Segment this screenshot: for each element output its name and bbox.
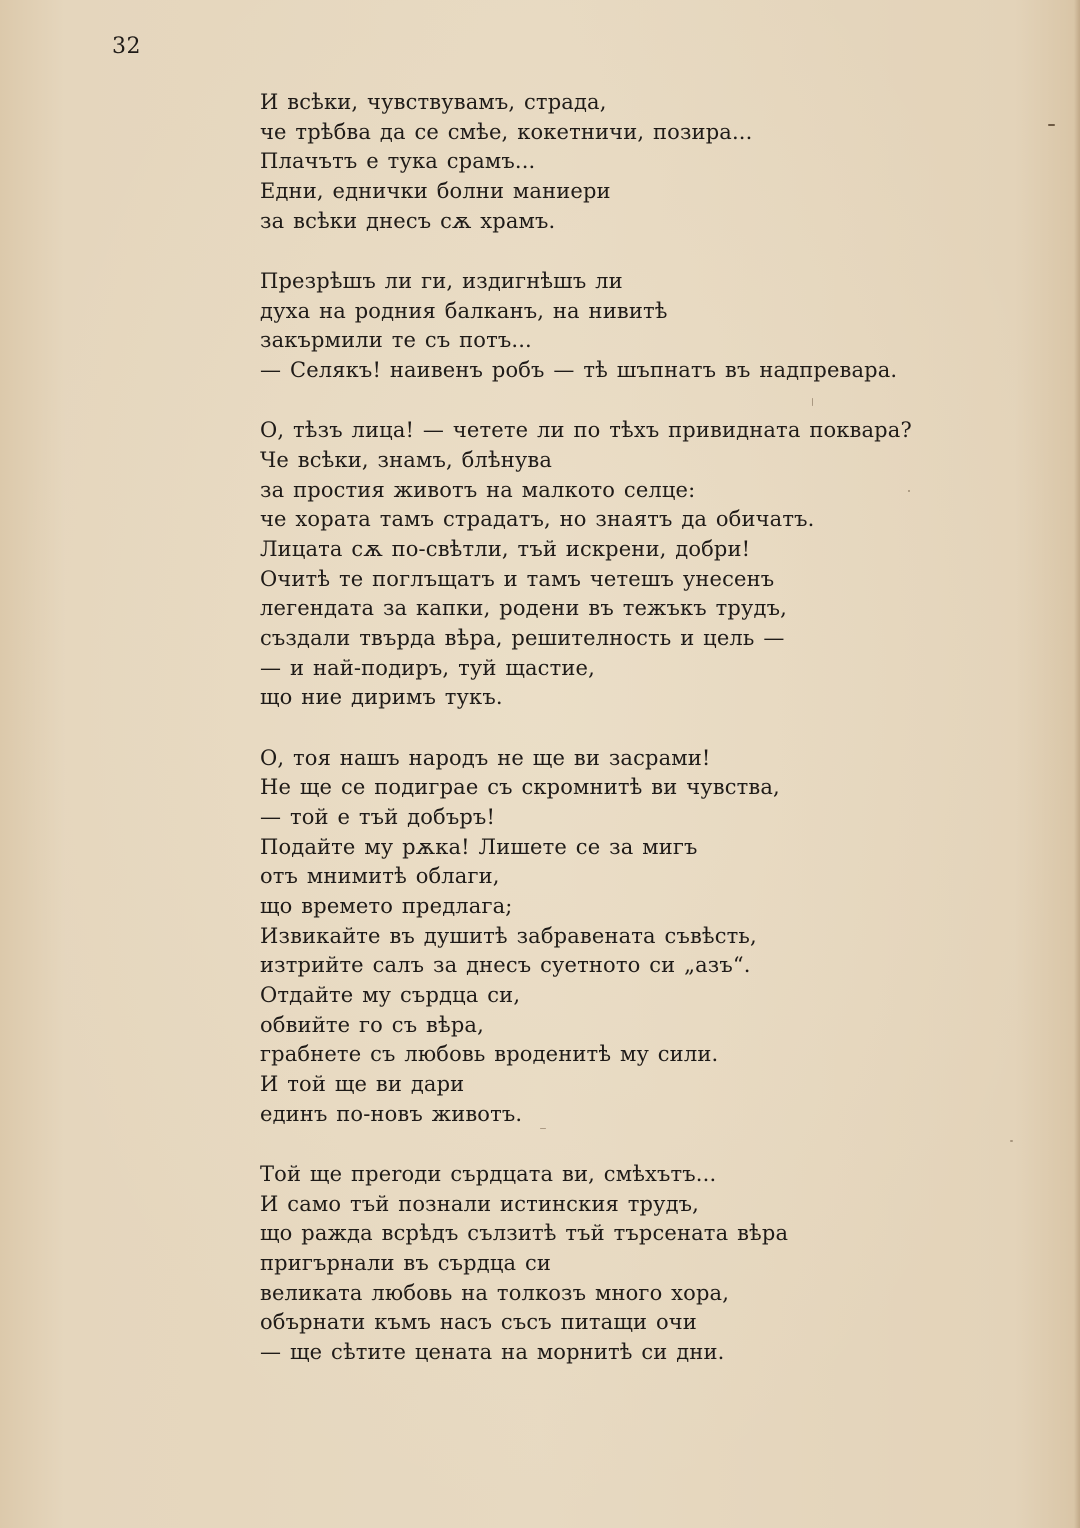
poem-line: Извикайте въ душитѣ забравената съвѣсть, bbox=[260, 923, 757, 948]
poem-line: Презрѣшъ ли ги, издигнѣшъ ли bbox=[260, 268, 623, 293]
stanza bbox=[260, 416, 980, 713]
poem-line: що ние диримъ тукъ. bbox=[260, 685, 503, 710]
poem-line: Плачътъ е тука срамъ... bbox=[260, 149, 536, 174]
poem-line: Очитѣ те поглъщатъ и тамъ четешъ унесенъ bbox=[260, 566, 775, 591]
paper-speck bbox=[908, 490, 910, 492]
paper-speck bbox=[1048, 124, 1055, 126]
poem-line: великата любовь на толкозъ много хора, bbox=[260, 1280, 730, 1305]
page-number: 32 bbox=[112, 34, 141, 59]
poem-line: И всѣки, чувствувамъ, страда, bbox=[260, 90, 607, 114]
poem bbox=[260, 88, 980, 1398]
poem-line: отъ мнимитѣ облаги, bbox=[260, 864, 500, 889]
paper-speck bbox=[1010, 1140, 1013, 1142]
poem-line: Едни, еднички болни маниери bbox=[260, 179, 611, 204]
stanza bbox=[260, 88, 980, 236]
poem-line: — и най-подиръ, туй щастие, bbox=[260, 655, 595, 680]
poem-line: създали твърда вѣра, решителность и цель — bbox=[260, 626, 785, 650]
poem-line: обвийте го съ вѣра, bbox=[260, 1012, 484, 1037]
stanza bbox=[260, 744, 980, 1130]
poem-line: Че всѣки, знамъ, блѣнува bbox=[260, 447, 553, 472]
stanza bbox=[260, 1160, 980, 1368]
poem-line: изтрийте салъ за днесъ суетното си „азъ“. bbox=[260, 953, 751, 978]
poem-line: че трѣбва да се смѣе, кокетничи, позира... bbox=[260, 119, 753, 144]
poem-line: И само тъй познали истинския трудъ, bbox=[260, 1191, 700, 1216]
poem-line: Лицата сѫ по-свѣтли, тъй искрени, добри! bbox=[260, 536, 751, 561]
poem-line: че хората тамъ страдатъ, но знаятъ да обичатъ. bbox=[260, 507, 815, 532]
poem-line: що времето предлага; bbox=[260, 894, 513, 918]
stanza bbox=[260, 267, 980, 386]
poem-line: за простия животъ на малкото селце: bbox=[260, 477, 696, 502]
poem-line: обърнати къмъ насъ съсъ питащи очи bbox=[260, 1310, 697, 1335]
poem-line: — той е тъй добъръ! bbox=[260, 804, 496, 829]
poem-line: Не ще се подиграе съ скромнитѣ ви чувства, bbox=[260, 775, 780, 800]
page-edge-shadow bbox=[1074, 0, 1080, 1528]
paper-speck bbox=[812, 398, 813, 406]
paper-speck bbox=[540, 1128, 546, 1129]
poem-line: О, тоя нашъ народъ не ще ви засрами! bbox=[260, 745, 711, 770]
poem-line: духа на родния балканъ, на нивитѣ bbox=[260, 298, 668, 323]
poem-line: грабнете съ любовь вроденитѣ му сили. bbox=[260, 1042, 719, 1067]
poem-line: — Селякъ! наивенъ робъ — тѣ шъпнатъ въ надпревара. bbox=[260, 358, 898, 382]
poem-line: що ражда всрѣдъ сълзитѣ тъй търсената вѣра bbox=[260, 1221, 789, 1246]
poem-line: закърмили те съ потъ... bbox=[260, 328, 532, 353]
poem-line: Той ще преroди сърдцата ви, смѣхътъ... bbox=[260, 1162, 717, 1186]
poem-line: легендата за капки, родени въ тежъкъ трудъ, bbox=[260, 596, 787, 621]
poem-line: за всѣки днесъ сѫ храмъ. bbox=[260, 208, 556, 233]
poem-line: Подайте му рѫка! Лишете се за мигъ bbox=[260, 834, 698, 859]
poem-line: единъ по-новъ животъ. bbox=[260, 1101, 523, 1126]
poem-line: Отдайте му сърдца си, bbox=[260, 983, 521, 1008]
poem-line: О, тѣзъ лица! — четете ли по тѣхъ привидната поквара? bbox=[260, 418, 912, 443]
poem-line: И той ще ви дари bbox=[260, 1072, 465, 1097]
poem-line: пригърнали въ сърдца си bbox=[260, 1251, 552, 1276]
poem-line: — ще сѣтите цената на морнитѣ си дни. bbox=[260, 1340, 725, 1365]
